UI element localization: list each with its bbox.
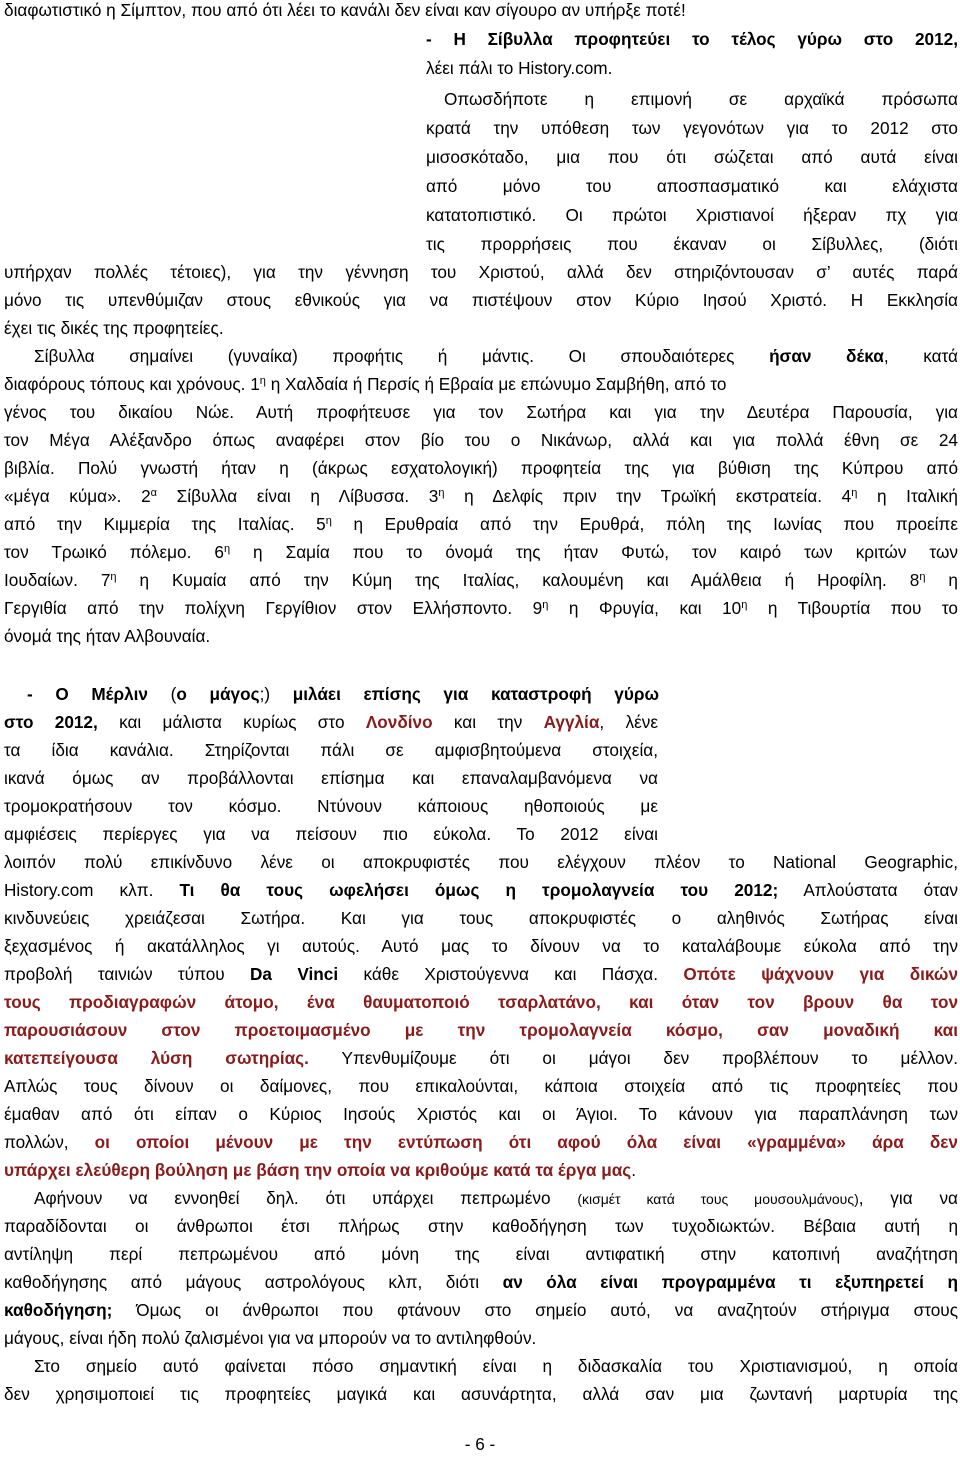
text-line: καθοδήγηση; Όμως οι άνθρωποι που φτάνουν στο σημείο αυτό, να αναζητούν στήριγμα στους — [4, 1300, 958, 1320]
text-line: τους προδιαγραφών άτομο, ένα θαυματοποιό τσαρλατάνο, και όταν τον βρουν θα τον — [4, 992, 958, 1012]
text-line: μάγους, είναι ήδη πολύ ζαλισμένοι για να μπορούν να το αντιληφθούν. — [4, 1328, 537, 1348]
text-line: κινδυνεύεις χρειάζεσαι Σωτήρα. Και για τους αποκρυφιστές ο αληθινός Σωτήρας είναι — [4, 908, 958, 928]
text-line: ικανά όμως αν προβάλλονται επίσημα και επαναλαμβανόμενα να — [4, 768, 658, 788]
heading-sibyl: - Η Σίβυλλα προφητεύει το τέλος γύρω στο 2012, — [426, 29, 958, 49]
text-line: αντίληψη περί πεπρωμένου από μόνη της είναι αντιφατική στην κατοπινή αναζήτηση — [4, 1244, 958, 1264]
heading-merlin: - Ο Μέρλιν (ο μάγος;) μιλάει επίσης για καταστροφή γύρω — [27, 684, 659, 704]
text-line: υπάρχει ελεύθερη βούληση με βάση την οποία να κριθούμε κατά τα έργα μας. — [4, 1160, 637, 1180]
text-line: αμφιέσεις περίεργες για να πείσουν πιο εύκολα. Το 2012 είναι — [4, 824, 658, 844]
text-line: στο 2012, και μάλιστα κυρίως στο Λονδίνο και την Αγγλία, λένε — [4, 712, 659, 732]
text-line: λοιπόν πολύ επικίνδυνο λένε οι αποκρυφιστές που ελέγχουν πλέον το National Geographic, — [4, 852, 958, 872]
text-line: γένος του δικαίου Νώε. Αυτή προφήτευσε για τον Σωτήρα και για την Δευτέρα Παρουσία, για — [4, 402, 958, 422]
text-line: πολλών, οι οποίοι μένουν με την εντύπωση ότι αφού όλα είναι «γραμμένα» άρα δεν — [4, 1132, 958, 1152]
text-line: History.com κλπ. Τι θα τους ωφελήσει όμως η τρομολαγνεία του 2012; Απλούστατα όταν — [4, 880, 959, 900]
text-line: παρουσιάσουν στον προετοιμασμένο με την τρομολαγνεία κόσμο, σαν μοναδική και — [4, 1020, 958, 1040]
page-number: - 6 - — [464, 1434, 496, 1454]
text-line: Γεργιθία από την πολίχνη Γεργίθιον στον Ελλήσποντο. $9^\eta$ η Φρυγία, και $10^\eta$ η Τιβουρτία που το — [4, 598, 958, 618]
text-line: Στο σημείο αυτό φαίνεται πόσο σημαντική είναι η διδασκαλία του Χριστιανισμού, η οποία — [34, 1356, 958, 1376]
text-line: τον Τρωικό πόλεμο. $6^\eta$ η Σαμία που το όνομά της ήταν Φυτώ, τον καιρό των κριτών των — [4, 542, 958, 562]
text-line: μόνο τις υπενθύμιζαν στους εθνικούς για να πιστέψουν στον Κύριο Ιησού Χριστό. Η Εκκλησία — [4, 290, 958, 310]
text-line: έχει τις δικές της προφητείες. — [4, 318, 224, 338]
text-line: από μόνο του αποσπασματικό και ελάχιστα — [426, 176, 958, 196]
text-line: Αφήνουν να εννοηθεί δηλ. ότι υπάρχει πεπρωμένο (κισμέτ κατά τους μουσουλμάνους), για να — [34, 1188, 958, 1208]
text-line: όνομά της ήταν Αλβουναία. — [4, 626, 211, 646]
text-line: καθοδήγησης από μάγους αστρολόγους κλπ, διότι αν όλα είναι προγραμμένα τι εξυπηρετεί η — [4, 1272, 958, 1292]
text-line: Ιουδαίων. $7^\eta$ η Κυμαία από την Κύμη της Ιταλίας, καλουμένη και Αμάλθεια ή Ηροφίλη. $8^\eta$ η — [4, 570, 958, 590]
text-line: διαφωτιστικό η Σίμπτον, που από ότι λέει το κανάλι δεν είναι καν σίγουρο αν υπήρξε ποτέ! — [4, 0, 686, 20]
text-line: υπήρχαν πολλές τέτοιες), για την γέννηση του Χριστού, αλλά δεν στηριζόντουσαν σ’ αυτές παρά — [4, 262, 958, 282]
text-line: παραδίδονται οι άνθρωποι έτσι πλήρως στην καθοδήγηση των τυχοδιωκτών. Βέβαια αυτή η — [4, 1216, 958, 1236]
text-line: κατατοπιστικό. Οι πρώτοι Χριστιανοί ήξεραν πχ για — [426, 205, 958, 225]
text-line: Απλώς τους δίνουν οι δαίμονες, που επικαλούνται, κάποια στοιχεία από τις προφητείες που — [4, 1076, 958, 1096]
text-line: Οπωσδήποτε η επιμονή σε αρχαϊκά πρόσωπα — [444, 89, 958, 109]
text-line: προβολή ταινιών τύπου Da Vinci κάθε Χριστούγεννα και Πάσχα. Οπότε ψάχνουν για δικών — [4, 964, 958, 984]
text-line: κατεπείγουσα λύση σωτηρίας. Υπενθυμίζουμε ότι οι μάγοι δεν προβλέπουν το μέλλον. — [4, 1048, 958, 1068]
text-line: βιβλία. Πολύ γνωστή ήταν η (άκρως εσχατολογική) προφητεία της για βύθιση της Κύπρου από — [4, 458, 958, 478]
text-line: από την Κιμμερία της Ιταλίας. $5^\eta$ η Ερυθραία από την Ερυθρά, πόλη της Ιωνίας που προείπε — [4, 514, 958, 534]
text-line: «μέγα κύμα». $2^\alpha$ Σίβυλλα είναι η Λίβυσσα. $3^\eta$ η Δελφίς πριν την Τρωϊκή εκστρατεία. $4^\eta$ η Ιταλική — [4, 486, 958, 506]
text-line: ξεχασμένος ή ακατάλληλος γι αυτούς. Αυτό μας το δίνουν να το καταλάβουμε εύκολα από την — [4, 936, 958, 956]
text-line: δεν χρησιμοποιεί τις προφητείες μαγικά και ασυνάρτητα, αλλά σαν μια ζωντανή μαρτυρία της — [4, 1384, 958, 1404]
text-line: διαφόρους τόπους και χρόνους. $1^\eta$ η Χαλδαία ή Περσίς ή Εβραία με επώνυμο Σαμβήθη, από το — [4, 374, 727, 394]
text-line: τις προρρήσεις που έκαναν οι Σίβυλλες, (διότι — [426, 234, 958, 254]
text-line: λέει πάλι το History.com. — [426, 58, 613, 78]
text-line: τρομοκρατήσουν τον κόσμο. Ντύνουν κάποιους ηθοποιούς με — [4, 796, 658, 816]
text-line: μισοσκόταδο, μια που ότι σώζεται από αυτά είναι — [426, 147, 958, 167]
text-line: Σίβυλλα σημαίνει (γυναίκα) προφήτις ή μάντις. Οι σπουδαιότερες ήσαν δέκα, κατά — [34, 346, 958, 366]
text-line: τον Μέγα Αλέξανδρο όπως αναφέρει στον βίο του ο Νικάνωρ, αλλά και για πολλά έθνη σε 24 — [4, 430, 958, 450]
text-line: κρατά την υπόθεση των γεγονότων για το 2012 στο — [426, 118, 958, 138]
text-line: έμαθαν από ότι είπαν ο Κύριος Ιησούς Χριστός και οι Άγιοι. Το κάνουν για παραπλάνηση των — [4, 1104, 958, 1124]
text-line: τα ίδια κανάλια. Στηρίζονται πάλι σε αμφισβητούμενα στοιχεία, — [4, 740, 658, 760]
